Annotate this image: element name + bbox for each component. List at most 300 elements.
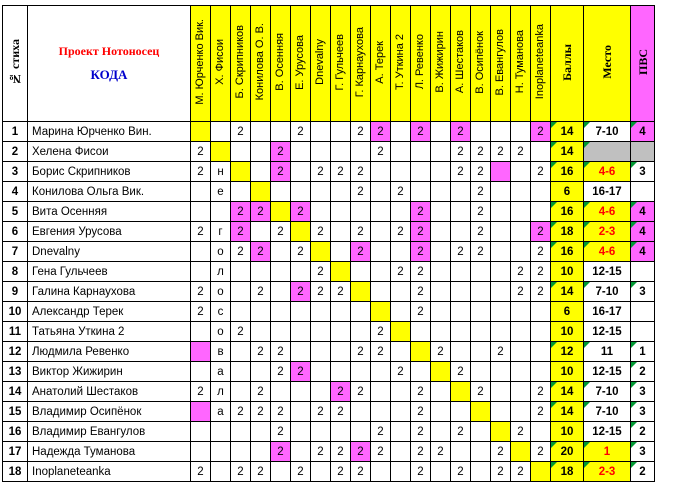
vote-cell xyxy=(471,322,491,342)
vote-cell: о xyxy=(211,242,231,262)
vote-cell xyxy=(471,422,491,442)
vote-cell xyxy=(471,262,491,282)
vote-cell xyxy=(271,242,291,262)
vote-cell xyxy=(291,322,311,342)
vote-cell xyxy=(231,282,251,302)
row-number: 15 xyxy=(3,402,28,422)
vote-cell xyxy=(371,402,391,422)
vote-cell xyxy=(251,302,271,322)
vote-cell xyxy=(311,142,331,162)
table-row xyxy=(3,202,655,222)
vote-cell xyxy=(471,402,491,422)
vote-cell: 2 xyxy=(231,462,251,482)
vote-cell xyxy=(391,442,411,462)
vote-cell: 2 xyxy=(451,422,471,442)
vote-cell xyxy=(371,462,391,482)
col-header: А. Терек xyxy=(371,6,391,122)
vote-cell: 2 xyxy=(351,382,371,402)
place-cell: 12-15 xyxy=(584,262,631,282)
vote-cell xyxy=(391,342,411,362)
score-cell: 18 xyxy=(551,462,584,482)
vote-cell xyxy=(431,242,451,262)
vote-cell xyxy=(231,422,251,442)
vote-cell: 2 xyxy=(451,242,471,262)
place-cell: 7-10 xyxy=(584,122,631,142)
vote-cell: 2 xyxy=(191,282,211,302)
vote-cell xyxy=(211,142,231,162)
row-number: 4 xyxy=(3,182,28,202)
vote-cell xyxy=(191,342,211,362)
vote-cell xyxy=(511,122,531,142)
row-number: 6 xyxy=(3,222,28,242)
vote-cell: 2 xyxy=(511,142,531,162)
vote-cell xyxy=(531,342,551,362)
vote-cell: 2 xyxy=(291,122,311,142)
vote-cell xyxy=(191,182,211,202)
vote-cell: 2 xyxy=(471,142,491,162)
pvs-cell: 1 xyxy=(631,342,655,362)
row-number: 9 xyxy=(3,282,28,302)
score-cell: 20 xyxy=(551,442,584,462)
row-number: 2 xyxy=(3,142,28,162)
col-header: В. Евангулов xyxy=(491,6,511,122)
vote-cell: е xyxy=(211,182,231,202)
vote-cell: 2 xyxy=(291,282,311,302)
vote-cell xyxy=(391,462,411,482)
vote-cell xyxy=(291,382,311,402)
vote-cell: 2 xyxy=(411,202,431,222)
vote-cell xyxy=(471,342,491,362)
poem-author: Хелена Фисои xyxy=(28,142,191,162)
vote-cell xyxy=(511,162,531,182)
vote-cell: 2 xyxy=(311,402,331,422)
vote-cell: 2 xyxy=(371,122,391,142)
row-number: 8 xyxy=(3,262,28,282)
place-cell: 7-10 xyxy=(584,382,631,402)
pvs-cell: 3 xyxy=(631,442,655,462)
vote-cell xyxy=(211,202,231,222)
score-cell: 18 xyxy=(551,222,584,242)
vote-cell: 2 xyxy=(351,182,371,202)
pvs-cell: 3 xyxy=(631,162,655,182)
table-row xyxy=(3,422,655,442)
vote-cell xyxy=(511,322,531,342)
vote-cell: 2 xyxy=(531,242,551,262)
col-header: В. Осенняя xyxy=(271,6,291,122)
score-cell: 6 xyxy=(551,182,584,202)
vote-cell xyxy=(431,162,451,182)
vote-cell xyxy=(331,122,351,142)
vote-cell xyxy=(271,322,291,342)
vote-cell: 2 xyxy=(251,202,271,222)
vote-cell xyxy=(271,122,291,142)
vote-cell xyxy=(191,422,211,442)
vote-cell xyxy=(371,282,391,302)
poem-author: Борис Скрипников xyxy=(28,162,191,182)
poem-author: Евгения Урусова xyxy=(28,222,191,242)
vote-cell xyxy=(531,142,551,162)
place-cell: 4-6 xyxy=(584,202,631,222)
vote-cell xyxy=(291,442,311,462)
pvs-cell xyxy=(631,182,655,202)
vote-cell: о xyxy=(211,322,231,342)
score-cell: 16 xyxy=(551,162,584,182)
row-number: 18 xyxy=(3,462,28,482)
col-header: Б. Скрипников xyxy=(231,6,251,122)
poem-author: Надежда Туманова xyxy=(28,442,191,462)
vote-cell xyxy=(471,282,491,302)
vote-cell xyxy=(431,402,451,422)
score-cell: 14 xyxy=(551,122,584,142)
vote-cell: 2 xyxy=(191,382,211,402)
vote-cell: 2 xyxy=(351,242,371,262)
vote-cell xyxy=(291,182,311,202)
vote-cell xyxy=(251,322,271,342)
poem-author: Гена Гульчеев xyxy=(28,262,191,282)
vote-cell: 2 xyxy=(431,342,451,362)
place-cell: 2-3 xyxy=(584,222,631,242)
vote-cell: 2 xyxy=(411,242,431,262)
vote-cell xyxy=(471,122,491,142)
vote-cell xyxy=(311,202,331,222)
vote-cell xyxy=(511,222,531,242)
table-row xyxy=(3,182,655,202)
vote-cell xyxy=(351,362,371,382)
vote-cell: 2 xyxy=(531,282,551,302)
vote-cell: 2 xyxy=(531,442,551,462)
vote-cell: 2 xyxy=(331,382,351,402)
row-number: 17 xyxy=(3,442,28,462)
row-number: 10 xyxy=(3,302,28,322)
vote-cell xyxy=(391,322,411,342)
vote-cell xyxy=(391,402,411,422)
vote-cell xyxy=(431,262,451,282)
table-row xyxy=(3,442,655,462)
vote-cell xyxy=(331,242,351,262)
col-header: Г. Карнаухова xyxy=(351,6,371,122)
table-row xyxy=(3,362,655,382)
row-number: 1 xyxy=(3,122,28,142)
vote-cell xyxy=(271,282,291,302)
vote-cell xyxy=(331,322,351,342)
vote-cell xyxy=(491,262,511,282)
num-header: № стиха xyxy=(3,6,28,122)
vote-cell: 2 xyxy=(231,222,251,242)
vote-cell: 2 xyxy=(251,342,271,362)
vote-cell xyxy=(491,302,511,322)
vote-cell: 2 xyxy=(231,202,251,222)
vote-cell: 2 xyxy=(431,442,451,462)
poem-author: Александр Терек xyxy=(28,302,191,322)
row-number: 12 xyxy=(3,342,28,362)
score-cell: 16 xyxy=(551,202,584,222)
vote-cell: 2 xyxy=(331,462,351,482)
vote-cell: 2 xyxy=(491,462,511,482)
vote-cell xyxy=(191,242,211,262)
vote-cell xyxy=(291,342,311,362)
vote-cell: 2 xyxy=(411,402,431,422)
vote-cell xyxy=(371,382,391,402)
vote-cell xyxy=(451,282,471,302)
poem-author: Галина Карнаухова xyxy=(28,282,191,302)
vote-cell: 2 xyxy=(371,442,391,462)
vote-cell xyxy=(531,422,551,442)
vote-cell xyxy=(291,402,311,422)
vote-cell xyxy=(431,322,451,342)
pvs-cell: 4 xyxy=(631,222,655,242)
place-cell: 1 xyxy=(584,442,631,462)
vote-cell: 2 xyxy=(331,282,351,302)
col-header: М. Юрченко Вик. xyxy=(191,6,211,122)
place-cell: 16-17 xyxy=(584,302,631,322)
vote-cell xyxy=(511,362,531,382)
vote-cell: 2 xyxy=(511,282,531,302)
score-cell: 12 xyxy=(551,342,584,362)
vote-cell: 2 xyxy=(491,442,511,462)
vote-cell: 2 xyxy=(411,302,431,322)
vote-cell: 2 xyxy=(271,362,291,382)
vote-cell xyxy=(431,462,451,482)
vote-cell xyxy=(491,422,511,442)
vote-cell xyxy=(371,162,391,182)
vote-cell xyxy=(191,322,211,342)
vote-cell xyxy=(371,242,391,262)
vote-cell: 2 xyxy=(311,162,331,182)
vote-cell xyxy=(291,262,311,282)
score-cell: 14 xyxy=(551,382,584,402)
vote-cell: 2 xyxy=(291,242,311,262)
vote-cell: 2 xyxy=(371,422,391,442)
vote-cell: 2 xyxy=(331,162,351,182)
poem-author: Людмила Ревенко xyxy=(28,342,191,362)
row-number: 14 xyxy=(3,382,28,402)
vote-cell: а xyxy=(211,402,231,422)
vote-cell xyxy=(491,362,511,382)
vote-cell: 2 xyxy=(351,222,371,242)
vote-cell xyxy=(451,322,471,342)
pvs-cell xyxy=(631,322,655,342)
table-row xyxy=(3,242,655,262)
place-cell: 7-10 xyxy=(584,282,631,302)
vote-cell xyxy=(311,302,331,322)
table-row xyxy=(3,342,655,362)
poem-author: Анатолий Шестаков xyxy=(28,382,191,402)
row-number: 3 xyxy=(3,162,28,182)
vote-cell xyxy=(491,282,511,302)
project-title: Проект Нотоносец xyxy=(58,44,160,58)
col-header: В. Жижирин xyxy=(431,6,451,122)
vote-cell xyxy=(491,122,511,142)
poem-author: Вита Осенняя xyxy=(28,202,191,222)
vote-cell: 2 xyxy=(411,282,431,302)
vote-cell: 2 xyxy=(271,162,291,182)
vote-cell xyxy=(451,182,471,202)
col-header: Г. Гульчеев xyxy=(331,6,351,122)
vote-cell xyxy=(431,182,451,202)
score-cell: 10 xyxy=(551,322,584,342)
vote-cell: 2 xyxy=(351,162,371,182)
vote-cell xyxy=(451,222,471,242)
poem-author: Виктор Жижирин xyxy=(28,362,191,382)
vote-cell xyxy=(291,142,311,162)
pvs-cell: 3 xyxy=(631,402,655,422)
vote-cell: 2 xyxy=(191,462,211,482)
row-number: 11 xyxy=(3,322,28,342)
vote-cell xyxy=(511,342,531,362)
col-header: Т. Уткина 2 xyxy=(391,6,411,122)
vote-cell xyxy=(231,362,251,382)
vote-cell: 2 xyxy=(311,262,331,282)
vote-cell xyxy=(251,442,271,462)
vote-cell xyxy=(331,202,351,222)
vote-cell xyxy=(311,182,331,202)
vote-cell: 2 xyxy=(371,342,391,362)
vote-cell xyxy=(391,422,411,442)
project-subtitle: КОДА xyxy=(90,67,128,82)
vote-cell: с xyxy=(211,302,231,322)
vote-cell: 2 xyxy=(471,182,491,202)
vote-cell: 2 xyxy=(311,442,331,462)
vote-cell: 2 xyxy=(411,222,431,242)
table-row xyxy=(3,402,655,422)
vote-cell xyxy=(351,142,371,162)
place-cell: 4-6 xyxy=(584,242,631,262)
vote-cell: 2 xyxy=(271,342,291,362)
vote-cell xyxy=(471,302,491,322)
vote-cell xyxy=(431,422,451,442)
vote-cell xyxy=(231,142,251,162)
vote-cell xyxy=(271,382,291,402)
vote-cell xyxy=(351,402,371,422)
vote-cell: 2 xyxy=(451,362,471,382)
vote-cell: л xyxy=(211,382,231,402)
vote-cell: в xyxy=(211,342,231,362)
vote-cell xyxy=(411,342,431,362)
vote-cell: 2 xyxy=(451,122,471,142)
pvs-cell xyxy=(631,142,655,162)
vote-cell xyxy=(251,422,271,442)
vote-cell xyxy=(371,182,391,202)
vote-cell: 2 xyxy=(331,402,351,422)
vote-cell xyxy=(451,442,471,462)
table-row xyxy=(3,382,655,402)
project-title-cell xyxy=(28,6,191,122)
vote-cell: 2 xyxy=(451,162,471,182)
poem-author: Марина Юрченко Вин. xyxy=(28,122,191,142)
place-cell xyxy=(584,142,631,162)
vote-cell xyxy=(431,382,451,402)
vote-cell xyxy=(311,242,331,262)
place-header: Место xyxy=(584,6,631,122)
vote-cell xyxy=(351,422,371,442)
vote-cell xyxy=(291,222,311,242)
vote-cell: 2 xyxy=(531,402,551,422)
table-row xyxy=(3,282,655,302)
vote-cell xyxy=(351,322,371,342)
row-number: 16 xyxy=(3,422,28,442)
col-header: А. Шестаков xyxy=(451,6,471,122)
vote-cell xyxy=(351,302,371,322)
col-header: Л. Ревенко xyxy=(411,6,431,122)
col-header: Конилова О. В. xyxy=(251,6,271,122)
vote-cell xyxy=(531,462,551,482)
vote-cell xyxy=(311,322,331,342)
pvs-cell: 2 xyxy=(631,462,655,482)
score-header: Баллы xyxy=(551,6,584,122)
col-header: Н. Туманова xyxy=(511,6,531,122)
vote-cell xyxy=(511,182,531,202)
vote-cell xyxy=(331,142,351,162)
vote-cell: 2 xyxy=(391,222,411,242)
table-body xyxy=(3,122,655,482)
pvs-cell: 4 xyxy=(631,202,655,222)
vote-cell xyxy=(251,142,271,162)
vote-cell: 2 xyxy=(291,462,311,482)
vote-cell xyxy=(391,142,411,162)
vote-cell: 2 xyxy=(351,442,371,462)
vote-cell xyxy=(211,422,231,442)
vote-cell: 2 xyxy=(411,262,431,282)
vote-cell xyxy=(191,442,211,462)
table-row xyxy=(3,302,655,322)
place-cell: 16-17 xyxy=(584,182,631,202)
vote-cell xyxy=(311,362,331,382)
vote-cell xyxy=(331,302,351,322)
vote-cell xyxy=(371,362,391,382)
vote-cell xyxy=(511,402,531,422)
place-cell: 12-15 xyxy=(584,362,631,382)
vote-cell xyxy=(531,362,551,382)
vote-cell: 2 xyxy=(231,242,251,262)
vote-cell xyxy=(371,302,391,322)
vote-cell xyxy=(431,302,451,322)
vote-cell xyxy=(451,302,471,322)
vote-cell xyxy=(431,222,451,242)
vote-cell: 2 xyxy=(411,442,431,462)
vote-cell xyxy=(411,142,431,162)
vote-cell xyxy=(491,242,511,262)
vote-cell: 2 xyxy=(251,402,271,422)
vote-cell xyxy=(211,442,231,462)
vote-cell: 2 xyxy=(331,442,351,462)
pvs-cell xyxy=(631,262,655,282)
vote-cell: 2 xyxy=(511,262,531,282)
vote-cell xyxy=(251,362,271,382)
vote-cell xyxy=(251,262,271,282)
row-number: 5 xyxy=(3,202,28,222)
vote-cell: 2 xyxy=(191,162,211,182)
vote-cell: 2 xyxy=(391,262,411,282)
vote-cell xyxy=(271,182,291,202)
col-header: Х. Фисои xyxy=(211,6,231,122)
vote-cell xyxy=(191,402,211,422)
vote-cell xyxy=(491,322,511,342)
poem-author: Владимир Осипёнок xyxy=(28,402,191,422)
vote-cell: 2 xyxy=(271,222,291,242)
vote-cell: 2 xyxy=(271,442,291,462)
vote-cell: 2 xyxy=(471,242,491,262)
vote-cell: 2 xyxy=(271,422,291,442)
vote-cell xyxy=(311,462,331,482)
vote-cell: 2 xyxy=(311,282,331,302)
vote-cell: 2 xyxy=(371,142,391,162)
vote-cell: 2 xyxy=(411,422,431,442)
vote-cell xyxy=(531,302,551,322)
row-number: 7 xyxy=(3,242,28,262)
score-cell: 14 xyxy=(551,402,584,422)
vote-cell xyxy=(231,182,251,202)
pvs-cell xyxy=(631,302,655,322)
